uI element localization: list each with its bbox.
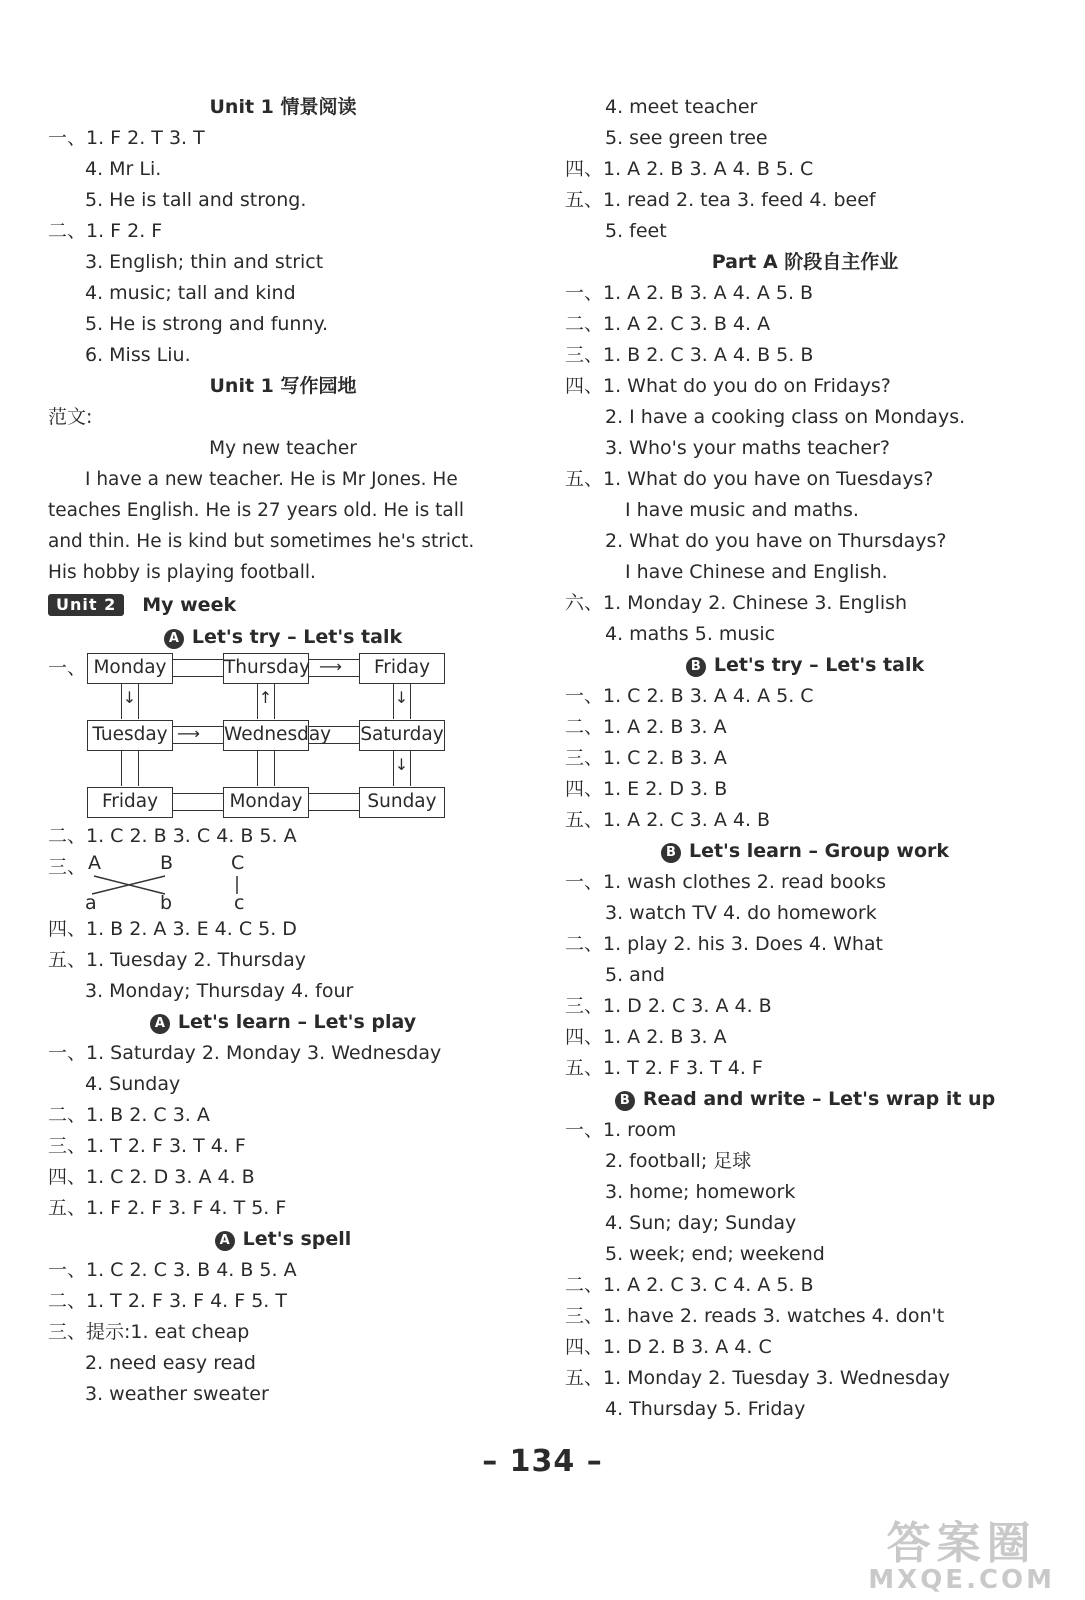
answer-line: 二、1. A 2. C 3. C 4. A 5. B [565,1274,814,1296]
answer-line: 五、1. What do you have on Tuesdays? [565,468,934,490]
answer-line: 2. football; 足球 [605,1150,752,1172]
answer-line: 4. Sunday [85,1073,181,1095]
answer-line: 二、1. C 2. B 3. C 4. B 5. A [48,825,297,847]
watermark-logo [868,1518,1055,1595]
answer-line: 4. Sun; day; Sunday [605,1212,797,1234]
answer-line: 四、1. D 2. B 3. A 4. C [565,1336,772,1358]
answer-line: I have music and maths. [625,499,859,521]
answer-line: 四、1. E 2. D 3. B [565,778,728,800]
part-badge: B [661,843,681,863]
connector [173,793,223,811]
section-title: Let's try – Let's talk [713,654,925,676]
answer-line: 一、1. C 2. B 3. A 4. A 5. C [565,685,814,707]
answer-line: 五、1. read 2. tea 3. feed 4. beef [565,189,876,211]
section-heading [565,836,1045,867]
right-column [565,92,1045,1425]
answer-line: 4. music; tall and kind [85,282,296,304]
connector [393,749,411,786]
left-column [48,92,518,1410]
unit-header [48,588,518,622]
arrow-right-icon: ⟶ [177,724,200,743]
answer-line: 一、1. Saturday 2. Monday 3. Wednesday [48,1042,442,1064]
answer-line: 三、1. C 2. B 3. A [565,747,727,769]
answer-line: 三、1. D 2. C 3. A 4. B [565,995,772,1017]
essay-line: I have a new teacher. He is Mr Jones. He [85,469,458,490]
watermark-text: 答案圈 [886,1518,1037,1569]
answer-line: 2. I have a cooking class on Mondays. [605,406,966,428]
answer-line: 二、1. A 2. B 3. A [565,716,727,738]
answer-line: 二、1. play 2. his 3. Does 4. What [565,933,883,955]
arrow-up-icon: ↑ [258,688,273,707]
answer-line: 5. see green tree [605,127,768,149]
arrow-down-icon: ↓ [122,688,137,707]
answer-line: 四、1. What do you do on Fridays? [565,375,891,397]
day-box: Saturday [359,720,445,751]
connector [257,682,275,719]
day-box: Thursday [223,653,309,684]
answer-line: 五、1. A 2. C 3. A 4. B [565,809,771,831]
answer-line: 5. He is tall and strong. [85,189,307,211]
answer-line: 6. Miss Liu. [85,344,191,366]
section-heading: Part A 阶段自主作业 [711,251,899,273]
section-heading [48,1007,518,1038]
section-heading: Unit 1 写作园地 [209,375,357,397]
answer-line: 四、1. A 2. B 3. A 4. B 5. C [565,158,814,180]
section-heading [48,622,518,653]
connector [173,659,223,677]
day-box: Friday [359,653,445,684]
connector [257,749,275,786]
day-box: Friday [87,787,173,818]
day-box: Monday [87,653,173,684]
part-badge: B [686,657,706,677]
answer-line: 五、1. Monday 2. Tuesday 3. Wednesday [565,1367,950,1389]
match-top-label: C [231,852,245,874]
section-title: Let's try – Let's talk [191,626,403,648]
answer-line: 2. need easy read [85,1352,256,1374]
answer-line: 一、1. room [565,1119,677,1141]
match-bottom-label: a [85,892,97,914]
answer-line: 5. He is strong and funny. [85,313,329,335]
unit-tag: Unit 2 [48,594,124,616]
arrow-down-icon: ↓ [394,755,409,774]
answer-line: 五、1. F 2. F 3. F 4. T 5. F [48,1197,287,1219]
essay-line: and thin. He is kind but sometimes he's strict. [48,531,475,552]
answer-line: 5. and [605,964,665,986]
part-badge: A [150,1014,170,1034]
answer-line: 4. meet teacher [605,96,758,118]
answer-line: 一、1. F 2. T 3. T [48,127,205,149]
matching-diagram [48,852,518,914]
sample-essay-label: 范文: [48,406,93,428]
answer-line: 四、1. A 2. B 3. A [565,1026,727,1048]
answer-line: 三、1. have 2. reads 3. watches 4. don't [565,1305,945,1327]
connector [121,749,139,786]
week-order-diagram [48,653,518,821]
part-badge: A [215,1231,235,1251]
section-title: Let's learn – Group work [688,840,950,862]
answer-line: 4. Thursday 5. Friday [605,1398,806,1420]
answer-line: 三、提示:1. eat cheap [48,1321,250,1343]
match-bottom-label: b [160,892,173,914]
answer-line: 5. feet [605,220,667,242]
section-heading [565,1084,1045,1115]
section-heading: Unit 1 情景阅读 [209,96,357,118]
answer-line: 3. weather sweater [85,1383,269,1405]
part-badge: B [615,1091,635,1111]
question-number: 一、 [48,657,87,679]
section-heading [48,1224,518,1255]
day-box: Tuesday [87,720,173,751]
day-box: Sunday [359,787,445,818]
connector [309,659,360,677]
answer-line: 3. Who's your maths teacher? [605,437,890,459]
answer-line: 4. maths 5. music [605,623,776,645]
answer-line: 2. What do you have on Thursdays? [605,530,947,552]
watermark-url: MXQE.COM [868,1565,1055,1595]
section-title: Let's spell [242,1228,352,1250]
essay-line: His hobby is playing football. [48,562,316,583]
connector [121,682,139,719]
answer-line: 二、1. B 2. C 3. A [48,1104,210,1126]
match-top-label: A [88,852,101,874]
answer-line: 三、1. B 2. C 3. A 4. B 5. B [565,344,814,366]
answer-line: 3. English; thin and strict [85,251,324,273]
connector [393,682,411,719]
essay-line: teaches English. He is 27 years old. He is tall [48,500,465,521]
answer-line: 3. home; homework [605,1181,796,1203]
answer-line: 4. Mr Li. [85,158,162,180]
answer-line: 四、1. C 2. D 3. A 4. B [48,1166,255,1188]
answer-line: 一、1. C 2. C 3. B 4. B 5. A [48,1259,297,1281]
section-heading [565,650,1045,681]
match-bottom-label: c [234,892,245,914]
arrow-down-icon: ↓ [394,688,409,707]
section-title: Read and write – Let's wrap it up [642,1088,996,1110]
essay-title: My new teacher [209,438,357,459]
answer-line: 二、1. F 2. F [48,220,163,242]
answer-line: 二、1. T 2. F 3. F 4. F 5. T [48,1290,287,1312]
answer-line: 六、1. Monday 2. Chinese 3. English [565,592,908,614]
match-top-label: B [160,852,174,874]
answer-line: 五、1. T 2. F 3. T 4. F [565,1057,763,1079]
answer-line: 三、1. T 2. F 3. T 4. F [48,1135,246,1157]
answer-line: 五、1. Tuesday 2. Thursday [48,949,307,971]
connector [309,793,360,811]
day-box: Wednesday [223,720,309,751]
question-number: 三、 [48,856,87,878]
unit-title: My week [142,594,237,616]
answer-line: I have Chinese and English. [625,561,888,583]
answer-line: 5. week; end; weekend [605,1243,825,1265]
answer-line: 3. Monday; Thursday 4. four [85,980,354,1002]
day-box: Monday [223,787,309,818]
arrow-right-icon: ⟶ [319,657,342,676]
connector [173,726,223,744]
part-badge: A [164,629,184,649]
answer-line: 四、1. B 2. A 3. E 4. C 5. D [48,918,297,940]
answer-line: 一、1. wash clothes 2. read books [565,871,887,893]
answer-line: 一、1. A 2. B 3. A 4. A 5. B [565,282,814,304]
answer-line: 二、1. A 2. C 3. B 4. A [565,313,771,335]
section-title: Let's learn – Let's play [177,1011,417,1033]
page-number: – 134 – [482,1444,603,1479]
answer-line: 3. watch TV 4. do homework [605,902,877,924]
